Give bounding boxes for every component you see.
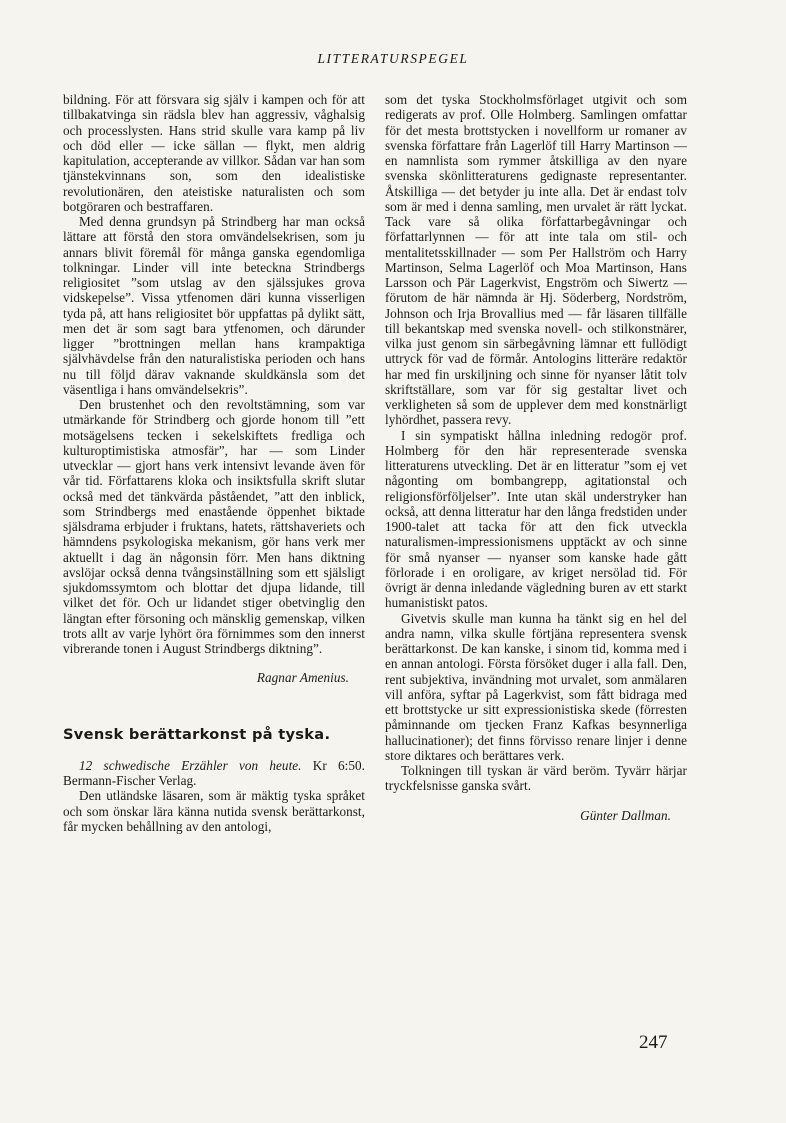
book-details: Kr 6:50. Bermann-Fischer Verlag.	[63, 757, 366, 788]
paragraph: I sin sympatiskt hållna inledning redogör prof. Holmberg för den här representerade svenska litteraturens utveckling. Det är en litteratur ”som ej vet någonting om bombangrepp, agitationstal och religionsförföljelser”. Inte utan skäl understryker han också, att denna litteratur har den långa fredstiden under 1900-talet att tacka för att den fick utveckla naturalismen-impressionismens upptäckt av och sinne för små nyanser — nyanser som kanske hade gått förlorade i en oroligare, av kriget nersölad tid. För övrigt är denna inledande vägledning buren av ett starkt humanistiskt patos.	[385, 427, 687, 611]
review-signature: Günter Dallman.	[580, 807, 671, 823]
paragraph: Med denna grundsyn på Strindberg har man också lättare att förstå den stora omvändelsekrisen, som ju annars blivit föremål för många ganska egendomliga tolkningar. Linder vill inte beteckna Strindbergs religiositet ”som utslag av den själssjukes grova vidskepelse”. Vissa ytfenomen däri kunna visserligen tyda på, att hans religiositet bör uppfattas på dylikt sätt, men det är som sagt bara ytfenomen, och därunder ligger ”brottningen mellan hans krampaktiga självhävdelse från den naturalistiska perioden och hans nu till följd därav vaknande skuldkänsla som det väsentliga i hans omvändelsekris”.	[63, 214, 365, 397]
right-column	[385, 92, 687, 823]
review-signature: Ragnar Amenius.	[256, 670, 349, 686]
page-number: 247	[639, 1032, 668, 1053]
paragraph: som det tyska Stockholmsförlaget utgivit och som redigerats av prof. Olle Holmberg. Samlingen omfattar för det mesta brottstycken i novellform ur romaner av svenska författare från Lagerlöf till Harry Martinson — en namnlista som rymmer åtskilliga av den nyare svenska skönlitteraturens gedignaste representanter. Åtskilliga — det betyder ju inte alla. Det är endast tolv som är med i denna samling, men urvalet är rätt lyckat. Tack vare så olika författarbegåvningar och författarlynnen — för att inte tala om stil- och mentalitetsskillnader — som Per Hallström och Harry Martinson, Selma Lagerlöf och Moa Martinson, Hans Larsson och Pär Lagerkvist, Engström och Siwertz — förutom de här nämnda är Hj. Söderberg, Nordström, Johnson och Irja Brovallius med — får läsaren tillfälle till bekantskap med svenska novell- och stilkonstnärer, vilka just genom sin särbegåvning lämnar ett fullödigt uttryck för vad de förmår. Antologins litteräre redaktör har med fin urskiljning och sinne för nyanser låtit tolv skriftställare, som var för sig gestaltar livet och verkligheten så som de upplever dem med konstnärligt lyhördhet, passera revy.	[385, 92, 687, 428]
left-column	[63, 92, 365, 834]
paragraph: bildning. För att försvara sig själv i kampen och för att tillbakatvinga sin rädsla blev han aggressiv, våghalsig och processlysten. Hans strid skulle vara kamp på liv och död eller — icke sällan — flykt, men aldrig kapitulation, accepterande av villkor. Sådan var han som tjänstekvinnans son, som den idealistiske revolutionären, den ateistiske naturalisten och som botgöraren och bestraffaren.	[63, 92, 365, 214]
running-head: LITTERATURSPEGEL	[317, 51, 469, 66]
paragraph: Tolkningen till tyskan är värd beröm. Tyvärr härjar tryckfelsnisse ganska svårt.	[385, 763, 687, 794]
paragraph: Givetvis skulle man kunna ha tänkt sig en hel del andra namn, vilka skulle förtjäna representera svensk berättarkonst. De kan kanske, i sinom tid, komma med i en annan antologi. Första försöket duger i alla fall. Den, rent subjektiva, invändning mot urvalet, som anmälaren vill anföra, syftar på Lagerkvist, som fått bidraga med ett brottstycke ur sitt expressionistiska skede (förresten påminnande om tjecken Franz Kafkas besynnerliga hallucinationer); det finns förvisso renare linjer i denne store diktares och berättares verk.	[385, 610, 687, 763]
paragraph: Den utländske läsaren, som är mäktig tyska språket och som önskar lära känna nutida svensk berättarkonst, får mycken behållning av den antologi,	[63, 788, 365, 834]
paragraph: Den brustenhet och den revoltstämning, som var utmärkande för Strindberg och gjorde honom till ”ett motsägelsens tecken i sekelskiftets fredliga och kulturoptimistiska atmosfär”, har — som Linder utvecklar — gjort hans verk intensivt levande även för vår tid. Författarens kloka och insiktsfulla skrift slutar också med det tänkvärda påståendet, ”att den inblick, som Strindbergs med enastående öppenhet biktade själsdrama erbjuder i fruktans, hatets, rättshaveriets och hämndens psykologiska mekanism, gör hans verk mer aktuellt i dag än någonsin förr. Men hans diktning avslöjar också denna tvångsinställning som ett själsligt sjukdomssymtom och blottar det djupa lidande, till vilket det för. Och ur lidandet stiger obetvinglig den längtan efter försoning och mänsklig gemenskap, vilken trots allt av varje lyhört öra förnimmes som den innerst vibrerande tonen i August Strindbergs diktning”.	[63, 397, 365, 656]
book-title: 12 schwedische Erzähler von heute.	[79, 757, 302, 773]
bibliography-entry	[63, 758, 365, 789]
section-title: Svensk berättarkonst på tyska.	[63, 725, 331, 743]
